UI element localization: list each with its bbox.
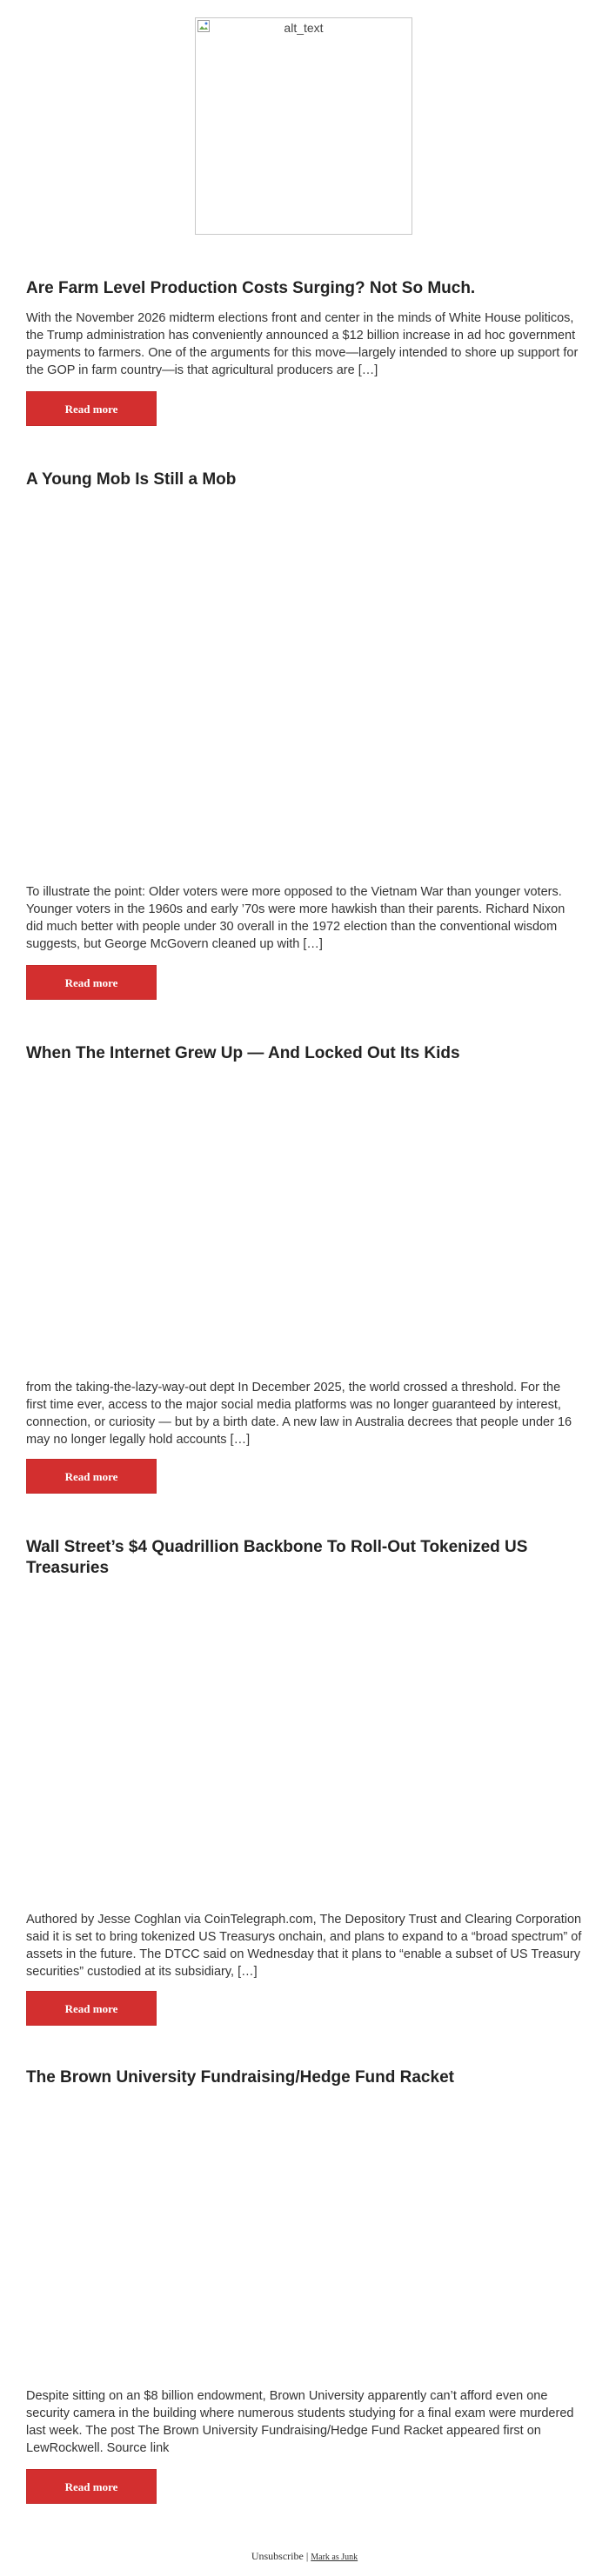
article-excerpt: from the taking-the-lazy-way-out dept In December 2025, the world crossed a threshold. For the first time ever, access to the major social media platforms was no longer guaranteed by interest, connection, or curiosity — but by a birth date. A new law in Australia decrees that people under 16 may no longer legally hold accounts […]	[26, 1381, 572, 1447]
article-tokenized-treasuries	[26, 1537, 583, 2015]
article-excerpt: Authored by Jesse Coghlan via CoinTelegraph.com, The Depository Trust and Clearing Corporation said it is set to bring tokenized US Treasurys onchain, and plans to expand to a “broad spectrum” of assets in the future. The DTCC said on Wednesday that it plans to “enable a subset of US Treasury securities” custodied at its subsidiary, […]	[26, 1913, 582, 1979]
read-more-button[interactable]: Read more	[26, 391, 157, 426]
article-title: When The Internet Grew Up — And Locked Out Its Kids	[26, 1044, 460, 1062]
article-internet-grew-up	[26, 1043, 583, 1483]
hero-image	[195, 17, 412, 235]
read-more-button[interactable]: Read more	[26, 1459, 157, 1494]
article-young-mob	[26, 469, 583, 989]
article-title: The Brown University Fundraising/Hedge Fund Racket	[26, 2068, 454, 2087]
article-title: Are Farm Level Production Costs Surging? Not So Much.	[26, 279, 476, 297]
read-more-button[interactable]: Read more	[26, 1991, 157, 2026]
article-farm-costs	[26, 278, 583, 416]
article-excerpt: Despite sitting on an $8 billion endowment, Brown University apparently can’t afford even one security camera in the building where numerous students studying for a final exam were murdered last week. The post The Brown University Fundraising/Hedge Fund Racket appeared first on LewRockwell. Source link	[26, 2389, 574, 2455]
article-title: A Young Mob Is Still a Mob	[26, 470, 237, 489]
article-excerpt: With the November 2026 midterm elections front and center in the minds of White House politicos, the Trump administration has conveniently announced a $12 billion increase in ad hoc government payments to farmers. One of the arguments for this move—largely intended to shore up support for the GOP in farm country—is that agricultural producers are […]	[26, 311, 579, 377]
article-brown-university	[26, 2067, 583, 2493]
mark-as-junk-link[interactable]: Mark as Junk	[311, 2553, 358, 2562]
article-title: Wall Street’s $4 Quadrillion Backbone To Roll-Out Tokenized US Treasuries	[26, 1538, 528, 1577]
hero-alt-text: alt_text	[284, 21, 324, 35]
footer-separator: |	[305, 2550, 309, 2562]
footer	[0, 2550, 609, 2563]
article-excerpt: To illustrate the point: Older voters were more opposed to the Vietnam War than younger voters. Younger voters in the 1960s and early ’70s were more hawkish than their parents. Richard Nixon did much better with people under 30 overall in the 1972 election than the conventional wisdom suggests, but George McGovern cleaned up with […]	[26, 885, 566, 951]
read-more-button[interactable]: Read more	[26, 2469, 157, 2504]
unsubscribe-text[interactable]: Unsubscribe	[251, 2550, 304, 2562]
read-more-button[interactable]: Read more	[26, 965, 157, 1000]
